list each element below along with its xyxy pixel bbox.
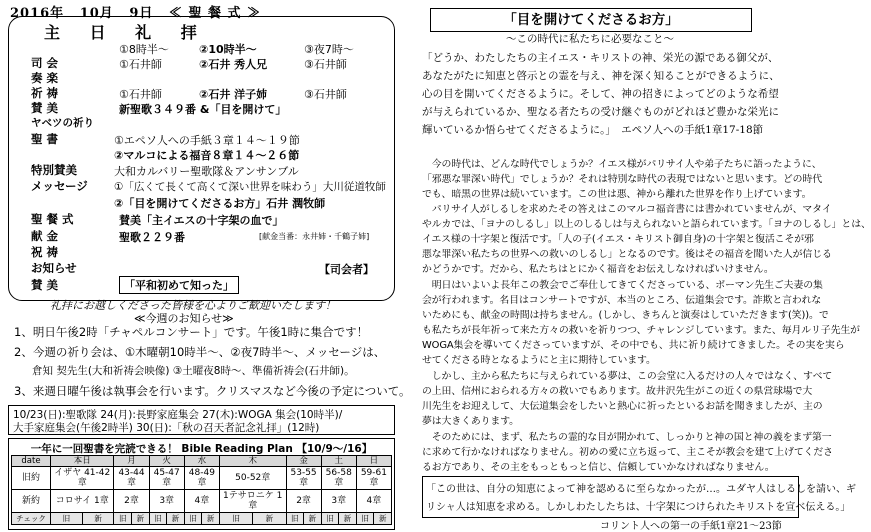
plan-cell: 4章	[184, 490, 219, 513]
plan-check-cell[interactable]: 旧	[51, 513, 83, 525]
plan-header-cell: date	[12, 456, 51, 467]
sermon-line: 悪な罪深い私たちの世界への救いのしるし」となるのです。後はその福音を聞いた人が信じる	[422, 249, 832, 260]
sermon-line: かどうかです。だから、私たちはとにかく福音をお伝えしなければいけません。	[422, 264, 774, 275]
plan-ot-row	[12, 467, 392, 490]
message-2: ②「目を開けてくださるお方」石井 潤牧師	[114, 197, 326, 210]
label-announcements: お知らせ	[31, 261, 77, 275]
plan-check-cell[interactable]: 旧	[114, 513, 132, 525]
offering-hymn: 聖歌２２９番	[119, 231, 185, 244]
quote-line: 心の目を開いてくださるように。そして、神の招きによってどのような希望	[422, 88, 779, 100]
sermon-line: に求めて行かなければなりません。初めの愛に立ち返って、主こそが教会を建て上げてくださ	[422, 447, 833, 458]
plan-check-cell[interactable]: 新	[339, 513, 357, 525]
schedule-box	[8, 405, 395, 435]
plan-check-cell[interactable]: 旧	[286, 513, 304, 525]
quote-line: 輝いているか悟らせてくださるように。」 エペソ人への手紙1章17-18節	[422, 124, 764, 136]
quote-line: あなたがたに知恵と啓示との霊を与え、神を深く知ることができるように、	[422, 70, 780, 82]
plan-check-row	[12, 513, 392, 525]
plan-header-cell: 水	[184, 456, 219, 467]
sermon-line: 会が行われます。名目はコンサートですが、本当のところ、伝道集会です。詐欺と言われな	[422, 295, 822, 306]
plan-cell: 53-55章	[286, 467, 321, 490]
plan-check-cell[interactable]: 新	[253, 513, 286, 525]
sermon-line: の上田、信州におられる方々の救いでもあります。故井沢先生がこの近くの県営球場で大	[422, 386, 813, 397]
plan-header-cell: 月	[114, 456, 149, 467]
scripture-2: ②マルコによる福音８章１４～２６節	[114, 149, 300, 162]
plan-check-label: チェック	[12, 513, 51, 525]
sermon-line: 明日はいよいよ長年この教会でご奉仕してきてくださっている、ボーマン先生ご夫妻の集	[422, 280, 823, 291]
bible-quote-line: リシャ人は知恵を求める。しかしわたしたちは、十字架につけられたキリストを宣べ伝える。」	[426, 502, 851, 513]
plan-check-cell[interactable]: 新	[374, 513, 392, 525]
plan-cell: 50-52章	[219, 467, 286, 490]
sermon-line: 夢は大きくあります。	[422, 416, 519, 427]
sermon-line: イエス様の十字架と復活です。「人の子(イエス・キリスト御自身)の十字架と復活こそが邪	[422, 234, 814, 245]
label-benediction: 祝 祷	[31, 245, 59, 259]
bible-quote-box	[422, 476, 856, 518]
mc-3: ③石井師	[304, 58, 347, 71]
announcements-mc: 【司会者】	[319, 263, 374, 276]
label-mc: 司 会	[31, 56, 59, 70]
plan-cell: 45-47章	[149, 467, 184, 490]
plan-cell: 3章	[321, 490, 356, 513]
sermon-line: そのためには、まず、私たちの霊的な目が開かれて、しっかりと神の国と神の義をまず第一	[422, 432, 832, 443]
plan-header-cell: 木	[219, 456, 286, 467]
mc-2: ②石井 秀人兄	[199, 58, 268, 71]
bible-reading-plan	[8, 438, 395, 530]
mc-1: ①石井師	[119, 58, 162, 71]
order-of-service	[8, 16, 395, 301]
sermon-line: やルカでは、「ヨナのしるし」以上のしるしは与えられないと語られています。「ヨナのしるし」とは、	[422, 219, 871, 230]
label-message: メッセージ	[31, 179, 88, 193]
label-prayer: 祈 祷	[31, 86, 59, 100]
plan-cell: 3章	[149, 490, 184, 513]
plan-check-cell[interactable]: 新	[202, 513, 220, 525]
plan-check-cell[interactable]: 旧	[356, 513, 374, 525]
service-time-2: ②10時半～	[199, 43, 257, 56]
plan-cell: 59-61章	[356, 467, 391, 490]
date-year: 2016年	[10, 6, 65, 21]
notices-title: ≪今週のお知らせ≫	[134, 312, 234, 325]
scripture-1: ①エペソ人への手紙３章１４～１９節	[114, 134, 300, 147]
sermon-line: も私たちが長年祈って来た方々の救いを祈りつつ、チャレンジしています。また、毎月ルリ子先生が	[422, 325, 860, 336]
praise-hymn: 新聖歌３４９番 &「目を開けて」	[119, 103, 287, 116]
plan-check-cell[interactable]: 新	[82, 513, 114, 525]
notice-1: 1、明日午後2時「チャペルコンサート」です。午後1時に集合です！	[14, 325, 369, 339]
sermon-title: 「目を開けてくださるお方」	[430, 8, 752, 32]
closing-praise: 「平和初めて知った」	[119, 276, 239, 294]
plan-header-cell: 火	[149, 456, 184, 467]
sermon-subtitle: ～この時代に私たちに必要なこと～	[506, 33, 674, 45]
plan-header-row	[12, 456, 392, 467]
welcome-message: 礼拝にお越しくださった皆様を心よりご歓迎いたします！	[50, 299, 336, 312]
bible-reference: コリント人への第一の手紙1章21～23節	[600, 521, 782, 532]
plan-check-cell[interactable]: 新	[304, 513, 322, 525]
plan-cell: 43-44章	[114, 467, 149, 490]
quote-line: が与えられているか、聖なる者たちの受け継ぐものがどれほど豊かな栄光に	[422, 106, 779, 118]
plan-cell: 4章	[356, 490, 391, 513]
quote-line: 「どうか、わたしたちの主イエス・キリストの神、栄光の源である御父が、	[422, 52, 779, 64]
label-communion: 聖 餐 式	[31, 212, 74, 226]
sermon-line: るお方であり、その主をもっともっと信じ、信頼していかなければなりません。	[422, 462, 775, 473]
sermon-line: 今の時代は、どんな時代でしょうか？イエス様がパリサイ人や弟子たちに語ったように、	[422, 159, 822, 170]
prayer-3: ③石井師	[304, 88, 347, 101]
schedule-line-1: 10/23(日):聖歌隊 24(月):長野家庭集会 27(木):WOGA 集会(10時半)/	[13, 409, 343, 421]
plan-check-cell[interactable]: 新	[167, 513, 185, 525]
plan-check-cell[interactable]: 旧	[184, 513, 202, 525]
special-praise: 大和カルバリー聖歌隊＆アンサンブル	[114, 165, 299, 178]
plan-table	[11, 455, 392, 525]
sermon-line: しかし、主から私たちに与えられている夢は、この会堂に入るだけの人々ではなく、すべて	[422, 371, 833, 382]
plan-nt-row	[12, 490, 392, 513]
left-column	[0, 0, 411, 530]
plan-title: 一年に一回聖書を完読できる！ Bible Reading Plan 【10/9～/16】	[30, 443, 373, 455]
notice-2: 2、今週の祈り会は、①木曜朝10時半～、②夜7時半～、メッセージは、	[14, 345, 386, 359]
plan-cell: 56-58章	[321, 467, 356, 490]
plan-header-cell: 本日	[51, 456, 114, 467]
sermon-line: いためにも、献金の時間は持ちません。(しかし、きちんと演奏はしていただきます(笑))。で	[422, 310, 829, 321]
plan-cell: 1テサロニケ 1章	[219, 490, 286, 513]
plan-cell: コロサイ 1章	[51, 490, 114, 513]
sermon-line: パリサイ人がしるしを求めたその答えはこのマルコ福音書には書かれていませんが、マタイ	[422, 204, 832, 215]
plan-check-cell[interactable]: 新	[132, 513, 150, 525]
offering-duty: [献金当番：永井姉・千鶴子姉]	[259, 232, 370, 241]
plan-header-cell: 土	[321, 456, 356, 467]
plan-cell: 2章	[114, 490, 149, 513]
label-offering: 献 金	[31, 229, 59, 243]
plan-ot-label: 旧約	[12, 467, 51, 490]
label-jabez: ヤベツの祈り	[31, 117, 94, 129]
label-special-praise: 特別賛美	[31, 163, 77, 177]
plan-cell: 48-49章	[184, 467, 219, 490]
notice-3: 3、来週日曜午後は執事会を行います。クリスマスなど今後の予定について。	[14, 384, 411, 398]
event-title: ≪ 聖 餐 式 ≫	[168, 6, 262, 21]
message-1: ①「広くて長くて高くて深い世界を味わう」大川従道牧師	[114, 181, 386, 193]
plan-check-cell[interactable]: 旧	[219, 513, 252, 525]
sermon-line: 川先生をお迎えして、大伝道集会をしたいと熱心に祈ったといるお話を聞きましたが、主の	[422, 401, 823, 412]
schedule-line-2: 大手家庭集会(午後2時半) 30(日):「秋の召天者記念礼拝」(12時)	[13, 422, 320, 434]
plan-cell: 2章	[286, 490, 321, 513]
date-day: 9日	[129, 6, 154, 21]
plan-cell: イザヤ 41-42章	[51, 467, 114, 490]
plan-header-cell: 金	[286, 456, 321, 467]
prayer-1: ①石井師	[119, 88, 162, 101]
label-closing-praise: 賛 美	[31, 278, 59, 292]
plan-check-cell[interactable]: 旧	[321, 513, 339, 525]
plan-header-cell: 日	[356, 456, 391, 467]
sermon-line: WOGA集会を導いてくださっていますが、その中でも、共に祈り続けてきました。その実を実ら	[422, 340, 845, 351]
prayer-2: ②石井 洋子姉	[199, 88, 268, 101]
bible-quote-line: 「この世は、自分の知恵によって神を認めるに至らなかったが…。ユダヤ人はしるしを請い、ギ	[426, 484, 856, 495]
sermon-line: せてくださる時となるようにと主に期待しています。	[422, 355, 656, 366]
communion-hymn: 賛美「主イエスの十字架の血で」	[119, 214, 284, 227]
service-time-3: ③夜7時～	[304, 43, 354, 56]
date-month: 10月	[79, 6, 114, 21]
label-scripture: 聖 書	[31, 132, 59, 146]
right-column	[400, 0, 871, 532]
plan-nt-label: 新約	[12, 490, 51, 513]
label-music: 奏 楽	[31, 71, 59, 85]
label-praise: 賛 美	[31, 101, 59, 115]
service-title: 主 日 礼 拝	[44, 23, 209, 42]
sermon-line: 「邪悪な罪深い時代」でしょうか？それは特別な時代の表現ではないと思います。どの時代	[422, 174, 822, 185]
plan-check-cell[interactable]: 旧	[149, 513, 167, 525]
sermon-line: でも、暗黒の世界は続いています。この世は悪、神から離れた世界を作り上げています。	[422, 189, 812, 200]
service-time-1: ①8時半～	[119, 43, 169, 56]
notice-2b: 倉知 契先生(大和祈祷会映像) ③土曜夜8時～、準備祈祷会(石井師)。	[32, 365, 355, 377]
